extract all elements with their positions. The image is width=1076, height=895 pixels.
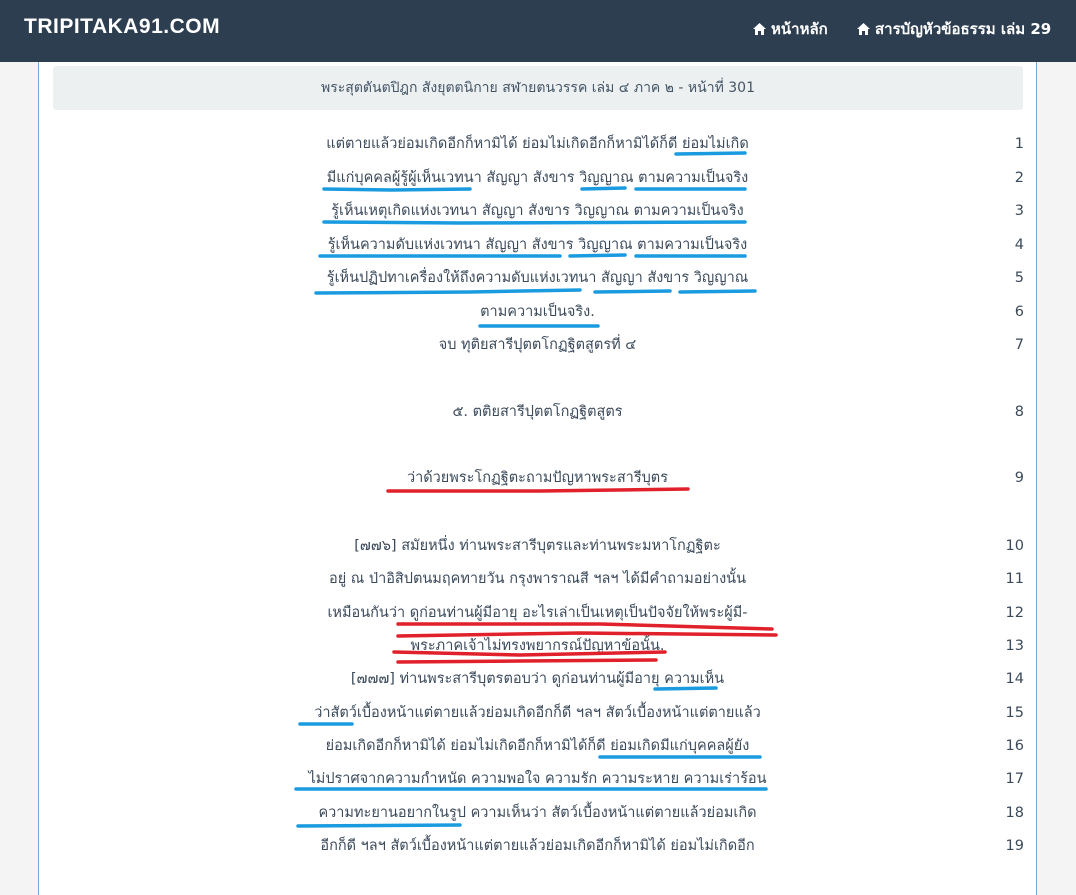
text-line [39, 734, 1036, 758]
line-number: 9 [1014, 470, 1024, 486]
text-line [39, 634, 1036, 658]
text-line [39, 333, 1036, 357]
line-text: รู้เห็นเหตุเกิดแห่งเวทนา สัญญา สังขาร วิญญาณ ตามความเป็นจริง [331, 203, 744, 219]
line-text: มีแก่บุคคลผู้รู้ผู้เห็นเวทนา สัญญา สังขาร วิญญาณ ตามความเป็นจริง [326, 170, 749, 186]
text-line [39, 132, 1036, 156]
line-text: แต่ตายแล้วย่อมเกิดอีกก็หามิได้ ย่อมไม่เกิดอีกก็หามิได้ก็ดี ย่อมไม่เกิด [326, 136, 749, 152]
page-content [38, 62, 1037, 895]
line-number: 1 [1014, 136, 1024, 152]
line-text: อยู่ ณ ป่าอิสิปตนมฤคทายวัน กรุงพาราณสี ฯลฯ ได้มีคำถามอย่างนั้น [328, 571, 747, 587]
text-line [39, 166, 1036, 190]
line-number: 6 [1014, 304, 1024, 320]
line-number: 8 [1014, 404, 1024, 420]
line-text: [๗๗๖] สมัยหนึ่ง ท่านพระสารีบุตรและท่านพระมหาโกฏฐิตะ [354, 538, 721, 554]
line-number: 13 [1005, 638, 1024, 654]
text-line [39, 266, 1036, 290]
text-line [39, 601, 1036, 625]
line-number: 17 [1005, 771, 1024, 787]
text-line [39, 701, 1036, 725]
line-number: 3 [1014, 203, 1024, 219]
text-line [39, 400, 1036, 424]
nav-home-link[interactable] [753, 17, 828, 41]
nav-toc-link[interactable] [857, 17, 1051, 41]
line-number: 15 [1005, 705, 1024, 721]
text-line [39, 834, 1036, 858]
line-text: [๗๗๗] ท่านพระสารีบุตรตอบว่า ดูก่อนท่านผู้มีอายุ ความเห็น [350, 671, 725, 687]
line-text: จบ ทุติยสารีปุตตโกฏฐิตสูตรที่ ๔ [438, 337, 637, 353]
top-navbar [0, 0, 1076, 62]
line-number: 16 [1005, 738, 1024, 754]
nav-toc-label: สารบัญหัวข้อธรรม เล่ม 29 [875, 20, 1052, 38]
line-number: 2 [1014, 170, 1024, 186]
line-number: 14 [1005, 671, 1024, 687]
line-text: ว่าสัตว์เบื้องหน้าแต่ตายแล้วย่อมเกิดอีกก็ดี ฯลฯ สัตว์เบื้องหน้าแต่ตายแล้ว [314, 705, 761, 721]
text-line [39, 466, 1036, 490]
line-number: 4 [1014, 237, 1024, 253]
line-number: 11 [1005, 571, 1024, 587]
line-number: 12 [1005, 605, 1024, 621]
nav-home-label: หน้าหลัก [771, 20, 828, 38]
line-text: ว่าด้วยพระโกฏฐิตะถามปัญหาพระสารีบุตร [406, 470, 669, 486]
line-text: รู้เห็นความดับแห่งเวทนา สัญญา สังขาร วิญญาณ ตามความเป็นจริง [327, 237, 748, 253]
line-number: 10 [1005, 538, 1024, 554]
text-line [39, 199, 1036, 223]
text-line [39, 567, 1036, 591]
line-text: ตามความเป็นจริง. [480, 304, 595, 320]
text-line [39, 767, 1036, 791]
line-number: 18 [1005, 805, 1024, 821]
text-line [39, 667, 1036, 691]
site-brand-link[interactable]: TRIPITAKA91.COM [24, 15, 221, 38]
line-text: อีกก็ดี ฯลฯ สัตว์เบื้องหน้าแต่ตายแล้วย่อมเกิดอีกก็หามิได้ ย่อมไม่เกิดอีก [320, 838, 755, 854]
text-line [39, 534, 1036, 558]
line-number: 5 [1014, 270, 1024, 286]
line-number: 19 [1005, 838, 1024, 854]
line-text: ๕. ตติยสารีปุตตโกฏฐิตสูตร [452, 404, 623, 420]
home-icon [753, 23, 766, 35]
line-text: ย่อมเกิดอีกก็หามิได้ ย่อมไม่เกิดอีกก็หามิได้ก็ดี ย่อมเกิดมีแก่บุคคลผู้ยัง [325, 738, 750, 754]
line-text: พระภาคเจ้าไม่ทรงพยากรณ์ปัญหาข้อนั้น. [410, 638, 665, 654]
text-line [39, 801, 1036, 825]
line-text: ความทะยานอยากในรูป ความเห็นว่า สัตว์เบื้องหน้าแต่ตายแล้วย่อมเกิด [318, 805, 757, 821]
home-icon [857, 23, 870, 35]
text-line [39, 300, 1036, 324]
line-text: เหมือนกันว่า ดูก่อนท่านผู้มีอายุ อะไรเล่าเป็นเหตุเป็นปัจจัยให้พระผู้มี- [327, 605, 748, 621]
line-text: ไม่ปราศจากความกำหนัด ความพอใจ ความรัก ความระหาย ความเร่าร้อน [308, 771, 767, 787]
text-line [39, 233, 1036, 257]
line-text: รู้เห็นปฏิปทาเครื่องให้ถึงความดับแห่งเวทนา สัญญา สังขาร วิญญาณ [326, 270, 749, 286]
line-number: 7 [1014, 337, 1024, 353]
page-header: พระสุตตันตปิฎก สังยุตตนิกาย สฬายตนวรรค เล่ม ๔ ภาค ๒ - หน้าที่ 301 [53, 66, 1023, 110]
